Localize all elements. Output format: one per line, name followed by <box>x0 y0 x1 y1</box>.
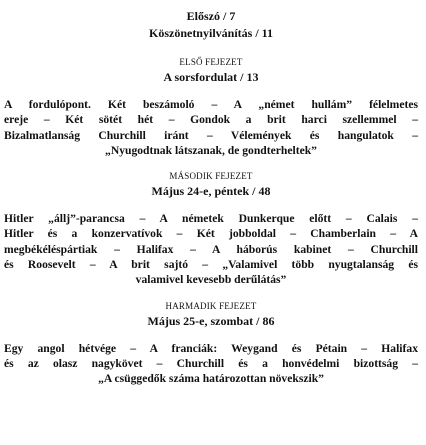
chapter-1-summary <box>4 97 418 158</box>
chapter-1-label: ELSŐ FEJEZET <box>179 57 243 67</box>
chapter-1-summary-line: ereje – Két sötét hét – Gondok a brit harci szellemmel – <box>4 113 418 127</box>
chapter-2-entry <box>4 170 418 287</box>
chapter-2-summary-line: megbékéléspártiak – Halifax – A háborús kabinet – Churchill <box>4 242 418 256</box>
chapter-1-summary-line: „Nyugodtnak látszanak, de gondterheltek” <box>105 143 317 157</box>
toc-entry-acknowledgements: Köszönetnyilvánítás / 11 <box>148 26 273 40</box>
chapter-2-summary-line: Hitler „állj”-parancsa – A németek Dunkerque előtt – Calais – <box>4 212 418 226</box>
chapter-1-title: A sorsfordulat / 13 <box>163 70 259 84</box>
chapter-3-summary-line: és az olasz nagykövet – Churchill és a honvédelmi bizottság – <box>4 356 418 370</box>
chapter-3-label: HARMADIK FEJEZET <box>165 300 257 311</box>
chapter-2-title: Május 24-e, péntek / 48 <box>151 184 271 199</box>
chapter-3-title: Május 25-e, szombat / 86 <box>147 313 275 328</box>
chapter-1-summary-line: Bizalmatlanság Churchill iránt – Vélemények és hangulatok – <box>4 128 418 142</box>
chapter-2-label: MÁSODIK FEJEZET <box>169 171 253 182</box>
chapter-3-summary-line: „A csüggedők száma határozottan növekszik” <box>98 372 324 386</box>
chapter-2-summary-line: Hitler és a konzervatívok – Két jobboldal – Chamberlain – A <box>4 227 418 241</box>
chapter-2-summary <box>4 211 418 287</box>
chapter-2-summary-line: valamivel kevesebb derűlátás” <box>135 273 287 287</box>
table-of-contents <box>4 8 418 387</box>
chapter-3-entry <box>4 300 418 387</box>
chapter-2-summary-line: és Roosevelt – A brit sajtó – „Valamivel több nyugtalanság és <box>4 258 418 272</box>
chapter-1-entry <box>4 56 418 158</box>
chapter-1-summary-line: A fordulópont. Két beszámoló – A „német hullám” félelmetes <box>4 98 418 111</box>
toc-entry-foreword: Előszó / 7 <box>186 9 236 23</box>
chapter-3-summary <box>4 341 418 387</box>
chapter-3-summary-line: Egy angol hétvége – A franciák: Weygand és Pétain – Halifax <box>4 341 418 355</box>
